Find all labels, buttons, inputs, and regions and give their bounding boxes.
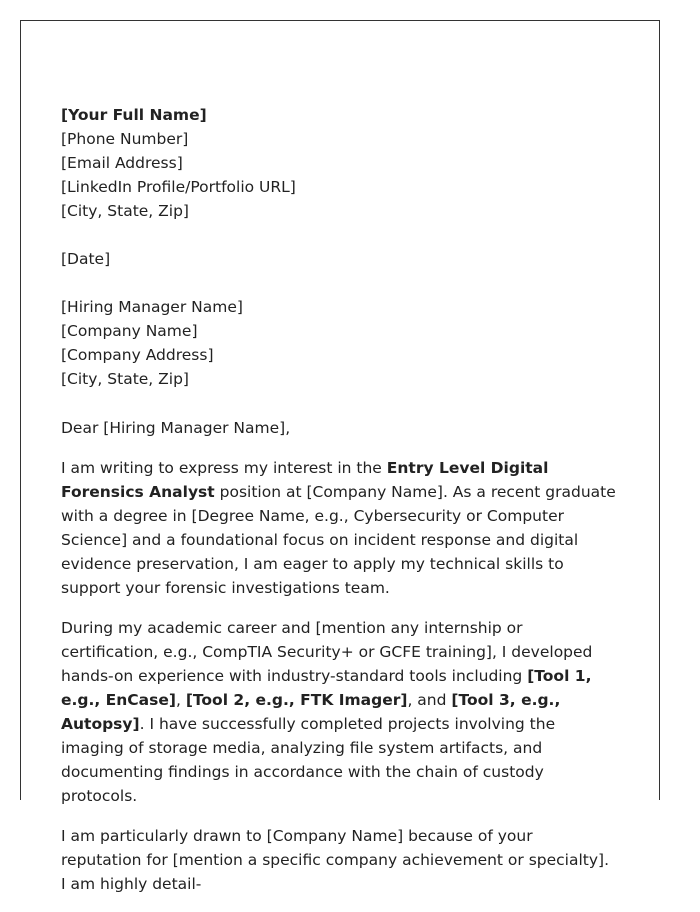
sender-name: [Your Full Name] [61,106,207,124]
recipient-company: [Company Name] [61,322,198,340]
para2-text-2: , [175,691,186,709]
para1-text-2: position at [Company Name]. As a recent graduate with a degree in [Degree Name, e.g., Cybersecurity or Computer Science] and a foundational focus on incident response and digital evidence preservation, I am eager to apply my technical skills to support your forensic investigations team. [61,483,616,597]
tool-2-emphasis: [Tool 2, e.g., FTK Imager] [185,691,408,709]
paragraph-motivation [61,824,616,896]
letter-body [61,103,616,912]
tool-3-emphasis: [Tool 3, e.g., Autopsy] [61,691,561,733]
sender-email: [Email Address] [61,154,183,172]
para1-text-1: I am writing to express my interest in the [61,459,387,477]
sender-linkedin: [LinkedIn Profile/Portfolio URL] [61,178,296,196]
job-title-emphasis: Entry Level Digital Forensics Analyst [61,459,549,501]
sender-city: [City, State, Zip] [61,202,189,220]
sender-block [61,103,616,223]
para2-text-3: , and [407,691,452,709]
sender-phone: [Phone Number] [61,130,189,148]
paragraph-intro [61,456,616,600]
paragraph-experience [61,616,616,808]
letter-date: [Date] [61,250,111,268]
recipient-address: [Company Address] [61,346,214,364]
para2-text-1: During my academic career and [mention any internship or certification, e.g., CompTIA Security+ or GCFE training], I developed hands-on experience with industry-standard tools including [61,619,593,685]
recipient-name: [Hiring Manager Name] [61,298,243,316]
recipient-block [61,295,616,391]
salutation: Dear [Hiring Manager Name], [61,419,291,437]
para3-text-1: I am particularly drawn to [Company Name] because of your reputation for [mention a specific company achievement or specialty]. I am highly detail- [61,827,610,893]
tool-1-emphasis: [Tool 1, e.g., EnCase] [61,667,592,709]
para2-text-4: . I have successfully completed projects involving the imaging of storage media, analyzing file system artifacts, and documenting findings in accordance with the chain of custody protocols. [61,715,556,805]
recipient-city: [City, State, Zip] [61,370,189,388]
letter-page [20,20,660,893]
